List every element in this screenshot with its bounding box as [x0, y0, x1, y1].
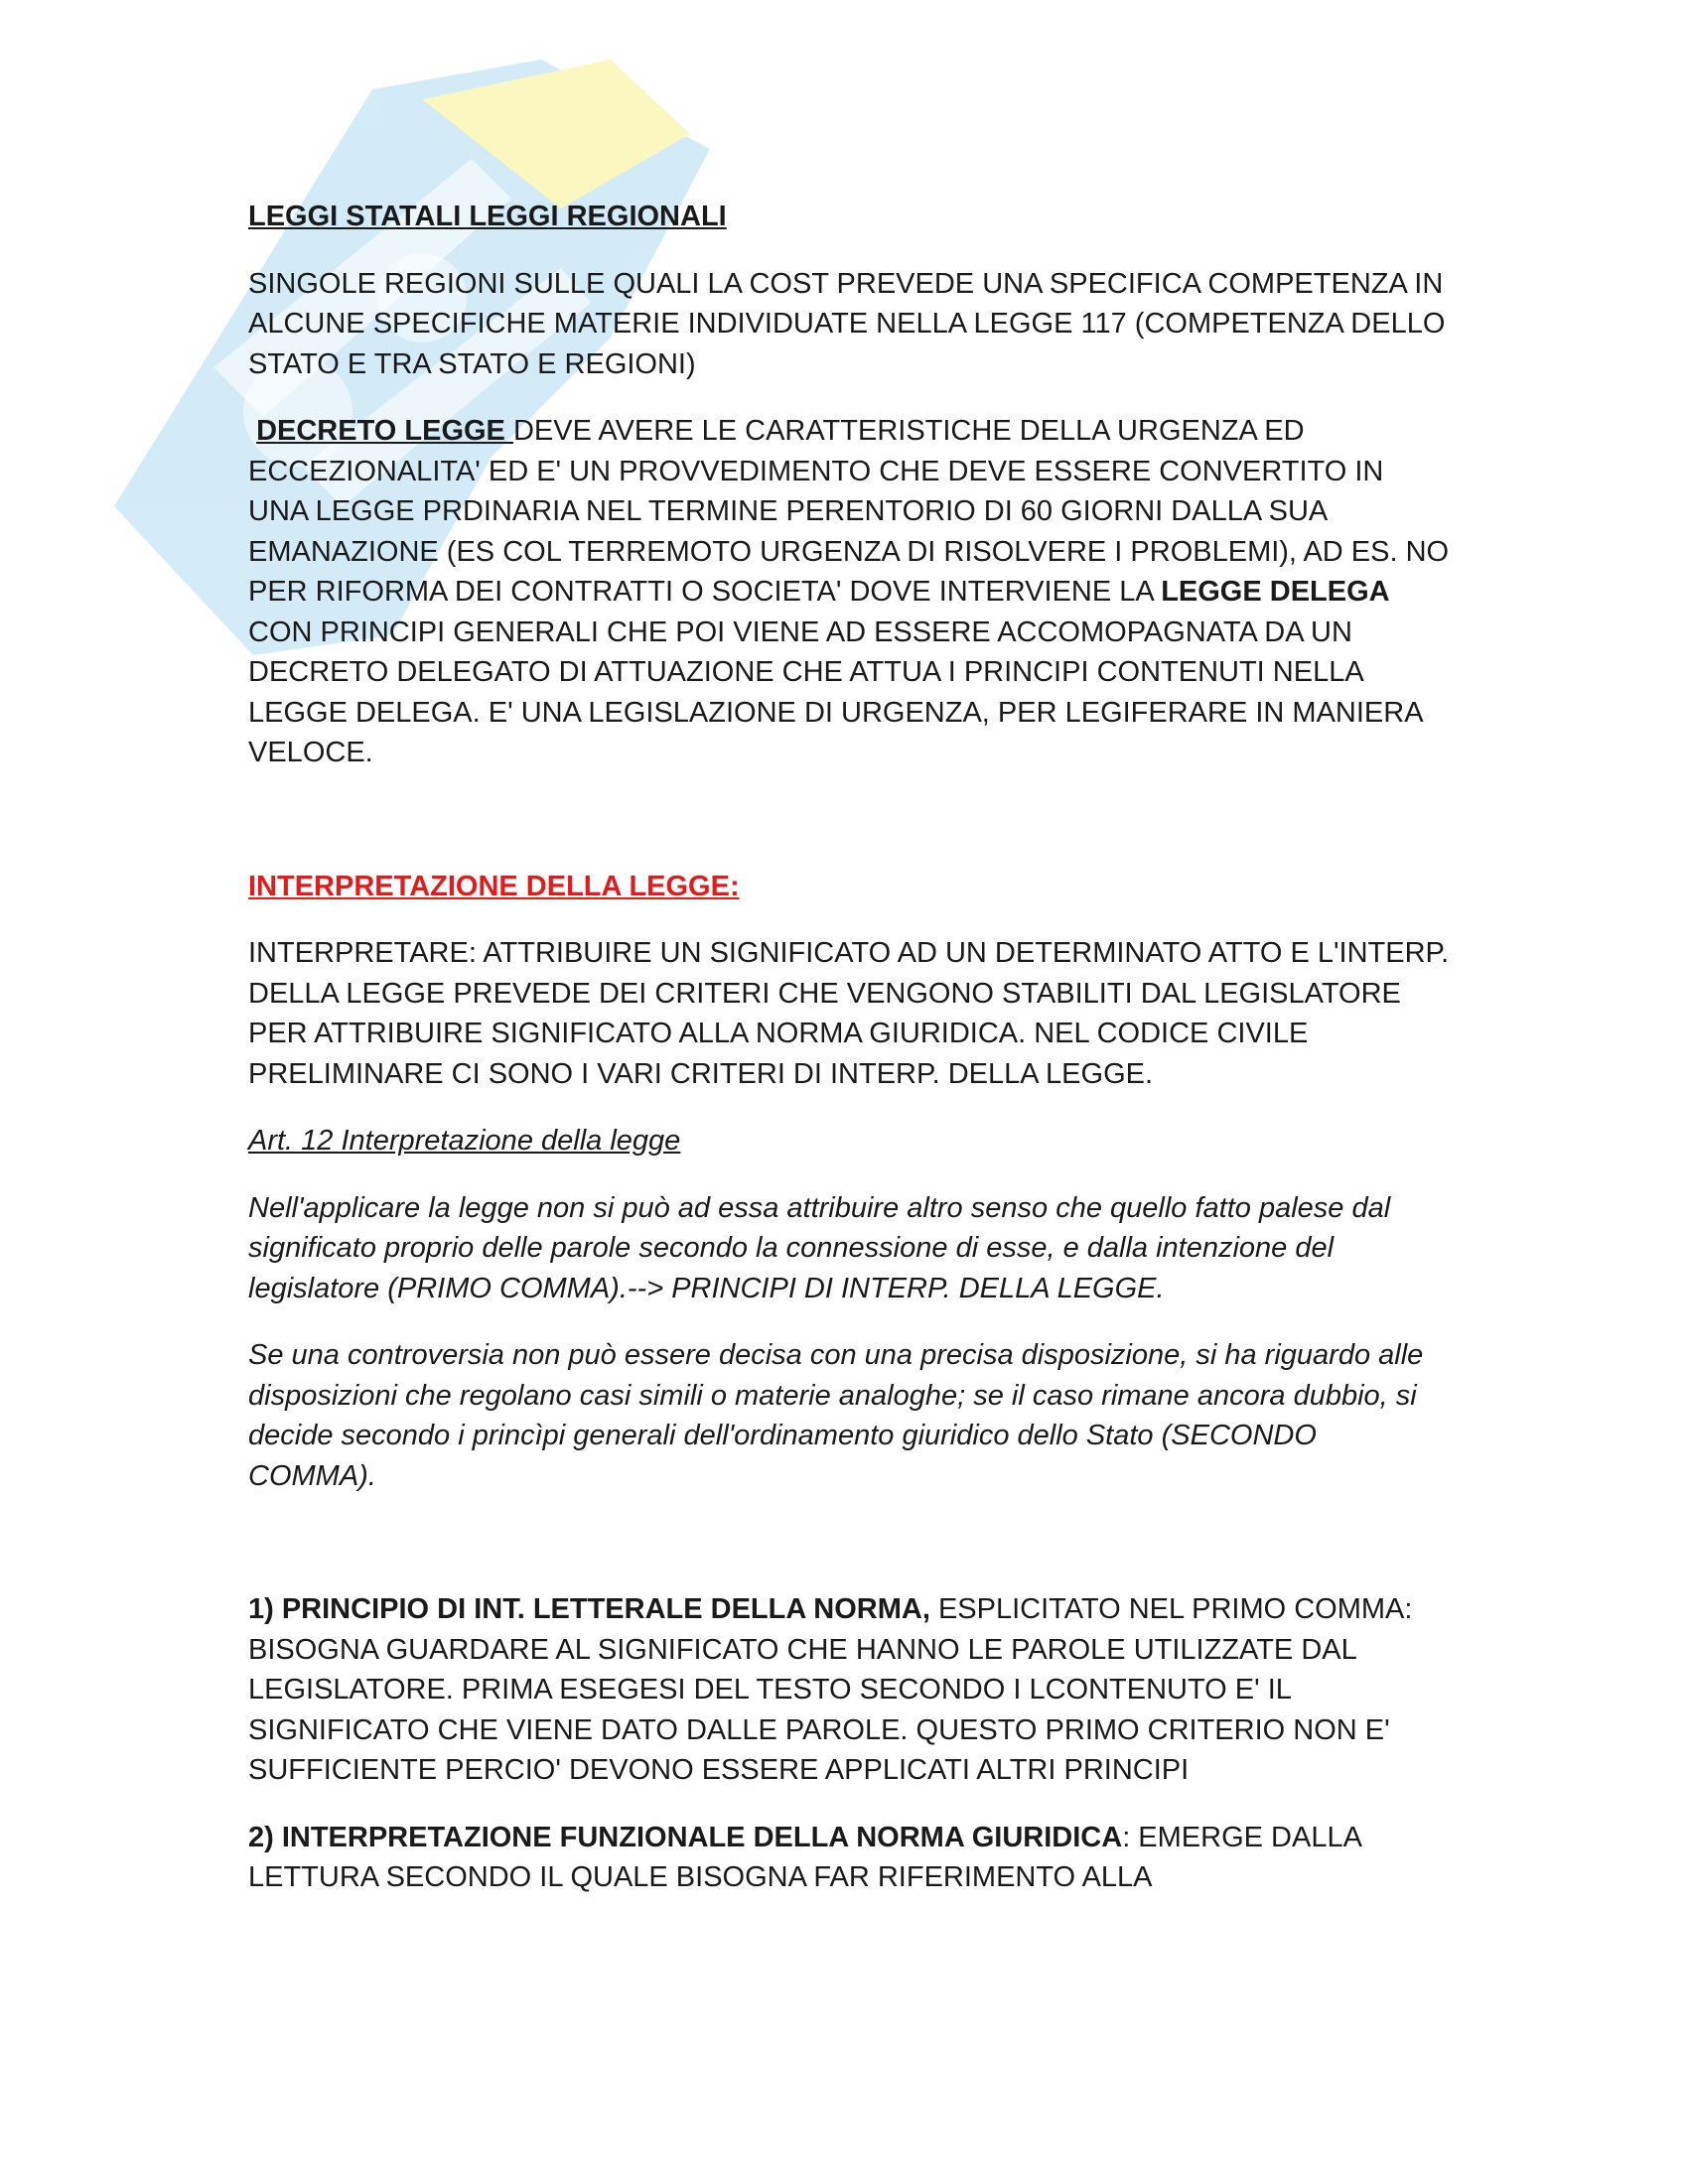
art12-title: Art. 12 Interpretazione della legge	[248, 1125, 681, 1157]
decreto-text-2: CON PRINCIPI GENERALI CHE POI VIENE AD ESSERE ACCOMOPAGNATA DA UN DECRETO DELEGATO DI ATTUAZIONE CHE ATTUA I PRINCIPI CONTENUTI NELLA LEGGE DELEGA. E' UNA LEGISLAZIONE DI URGENZA, PER LEGIFERARE IN MANIERA VELOCE.	[248, 615, 1422, 768]
term-decreto-legge: DECRETO LEGGE	[256, 415, 513, 447]
paragraph-principio-letterale	[248, 1589, 1450, 1791]
heading-interpretazione-legge: INTERPRETAZIONE DELLA LEGGE:	[248, 870, 740, 902]
heading-leggi-statali-regionali: LEGGI STATALI LEGGI REGIONALI	[248, 201, 727, 232]
principio-1-title: 1) PRINCIPIO DI INT. LETTERALE DELLA NORMA,	[248, 1593, 930, 1625]
art12-primo-comma: Nell'applicare la legge non si può ad essa attribuire altro senso che quello fatto palese dal significato proprio delle parole secondo la connessione di esse, e dalla intenzione del legislatore (PRIMO COMMA).--> PRINCIPI DI INTERP. DELLA LEGGE.	[248, 1191, 1391, 1304]
document-page	[248, 197, 1450, 1925]
term-legge-delega: LEGGE DELEGA	[1161, 576, 1390, 608]
principio-2-text: : EMERGE DALLA LETTURA SECONDO IL QUALE BISOGNA FAR RIFERIMENTO ALLA	[248, 1821, 1361, 1893]
decreto-text-1: DEVE AVERE LE CARATTERISTICHE DELLA URGENZA ED ECCEZIONALITA' ED E' UN PROVVEDIMENTO CHE DEVE ESSERE CONVERTITO IN UNA LEGGE PRDINARIA NEL TERMINE PERENTORIO DI 60 GIORNI DALLA SUA EMANAZIONE (ES COL TERREMOTO URGENZA DI RISOLVERE I PROBLEMI), AD ES. NO PER RIFORMA DEI CONTRATTI O SOCIETA' DOVE INTERVIENE LA	[248, 415, 1450, 608]
paragraph-singole-regioni: SINGOLE REGIONI SULLE QUALI LA COST PREVEDE UNA SPECIFICA COMPETENZA IN ALCUNE SPECIFICHE MATERIE INDIVIDUATE NELLA LEGGE 117 (COMPETENZA DELLO STATO E TRA STATO E REGIONI)	[248, 267, 1446, 380]
paragraph-interpretare: INTERPRETARE: ATTRIBUIRE UN SIGNIFICATO AD UN DETERMINATO ATTO E L'INTERP. DELLA LEGGE PREVEDE DEI CRITERI CHE VENGONO STABILITI DAL LEGISLATORE PER ATTRIBUIRE SIGNIFICATO ALLA NORMA GIURIDICA. NEL CODICE CIVILE PRELIMINARE CI SONO I VARI CRITERI DI INTERP. DELLA LEGGE.	[248, 937, 1450, 1090]
paragraph-decreto-legge	[248, 411, 1450, 773]
principio-2-title: 2) INTERPRETAZIONE FUNZIONALE DELLA NORMA GIURIDICA	[248, 1821, 1123, 1853]
art12-secondo-comma: Se una controversia non può essere decisa con una precisa disposizione, si ha riguardo alle disposizioni che regolano casi simili o materie analoghe; se il caso rimane ancora dubbio, si decide secondo i princìpi generali dell'ordinamento giuridico dello Stato (SECONDO COMMA).	[248, 1339, 1424, 1492]
paragraph-principio-funzionale	[248, 1818, 1450, 1898]
principio-1-text: ESPLICITATO NEL PRIMO COMMA: BISOGNA GUARDARE AL SIGNIFICATO CHE HANNO LE PAROLE UTILIZZATE DAL LEGISLATORE. PRIMA ESEGESI DEL TESTO SECONDO I LCONTENUTO E' IL SIGNIFICATO CHE VIENE DATO DALLE PAROLE. QUESTO PRIMO CRITERIO NON E' SUFFICIENTE PERCIO' DEVONO ESSERE APPLICATI ALTRI PRINCIPI	[248, 1593, 1413, 1786]
